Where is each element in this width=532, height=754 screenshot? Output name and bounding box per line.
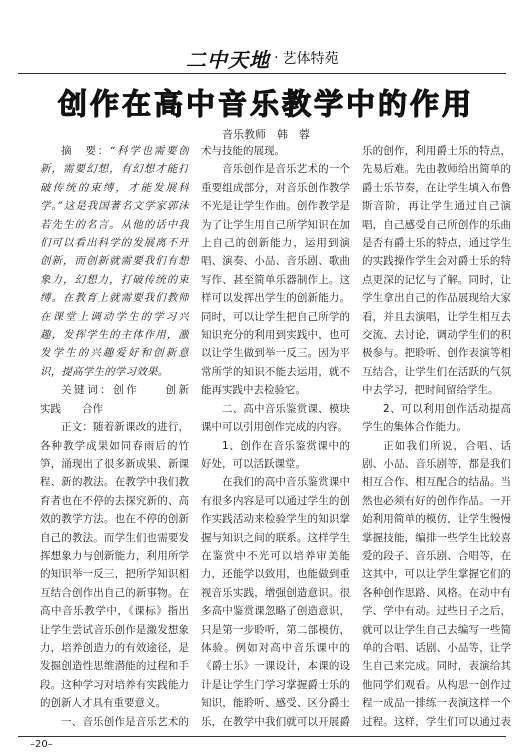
keywords: [40, 381, 189, 418]
body-paragraph: 正如我们所说，合唱、话剧、小品、音乐剧等，都是我们相互合作、相互配合的结晶。当然也必须有好的创作作品。一开始利用简单的模仿，让学生慢慢掌握技能，编排一些学生比较喜爱的段子、音乐剧、合唱等，在这其中，可以让学生掌握它们的各种创作思路、风格。在动中有学、学中有动。过些日子之后，就可以让学生自己去编写一些简单的合唱、话剧、小品等，让学生自己来完成。同时，表演给其他同学们观看。从构思一创作过程一成品一排练一表演这样一个过程。这样，学生们可以通过表: [362, 439, 511, 728]
column-1: [40, 142, 189, 732]
article-title: 创作在高中音乐教学中的作用: [57, 87, 474, 121]
abstract-label: 摘 要：: [61, 145, 110, 157]
subsection-heading-2: 2、可以利用创作活动提高学生的集体合作能力。: [362, 402, 511, 434]
footer-rule: [18, 736, 506, 737]
section-name: 艺体特苑: [282, 51, 339, 67]
subsection-heading-1: 1、创作在音乐鉴赏课中的好处，可以活跃课堂。: [201, 439, 350, 470]
abstract-text: “科学也需要创新，需要幻想，有幻想才能打破传统的束缚，才能发展科学。”这是我国著名文学家郭沫若先生的名言。从他的话中我们可以看出科学的发展离不开创新，而创新就需要我们有想象力，幻想力，打破传统的束缚。在教育上就需要我们教师在课堂上调动学生的学习兴趣，发挥学生的主体作用，激发学生的兴趣爱好和创新意识，提高学生的学习效果。: [40, 145, 189, 378]
body-paragraph: 音乐创作是音乐艺术的一个重要组成部分，对音乐创作教学不光是让学生作曲。创作教学是为了让学生用自己所学知识在加上自己的创新能力，运用到演唱、演奏、小品、音乐剧、歌曲写作、甚至简单乐器制作上。这样可以发挥出学生的创新能力。同时，可以让学生把自己所学的知识充分的利用到实践中，也可以让学生做到举一反三。因为平常所学的知识不能去运用，就不能再实践中去检验它。: [201, 163, 350, 397]
section-heading-1: 一、音乐创作是音乐艺术的: [61, 715, 189, 728]
page-number: –20–: [30, 739, 53, 750]
journal-header: [186, 44, 338, 72]
header-separator: ·: [274, 50, 279, 66]
column-2: [201, 142, 350, 732]
keywords-label: 关键词：: [61, 384, 114, 397]
section-heading-2: 二、高中音乐鉴赏课、模块课中可以引用创作完成的内容。: [201, 402, 350, 434]
article-byline: 音乐教师 韩 蓉: [222, 128, 310, 141]
abstract: [40, 142, 189, 381]
body-paragraph: 乐的创作，利用爵士乐的特点，先易后难。先由教师给出简单的爵士乐节奏，在让学生填入布鲁斯音阶，再让学生通过自己演唱，自己感受自己所创作的乐曲是否有爵士乐的特点，通过学生的实践操作学生会对爵士乐的特点更深的记忆与了解。同时，让学生拿出自己的作品展现给大家看，并且去演唱，让学生相互去交流、去讨论，调动学生们的积极参与。把聆听、创作表演等相互结合，让学生们在活跃的气氛中去学习，把时间留给学生。: [362, 145, 511, 397]
body-paragraph: 在我们的高中音乐鉴赏课中有很多内容是可以通过学生的创作实践活动来检验学生的知识掌握与知识之间的联系。这样学生在鉴赏中不光可以培养审美能力，还能学以致用，也能做到重视音乐实践，增强创造意识。很多高中鉴赏课忽略了创造意识，只是第一步聆听，第二部模仿，体验。例如对高中音乐课中的《爵士乐》一课设计，本课的设计是让学生门学习掌握爵士乐的知识，能聆听、感受、区分爵士乐，在教学中我们就可以开展爵: [201, 476, 350, 728]
body-paragraph: 术与技能的展现。: [201, 145, 285, 157]
keywords-text: 创作 创新 实践 合作: [40, 384, 189, 415]
body-paragraph: 正文：随着新课改的进行，各种教学成果如同春雨后的竹笋，涌现出了很多新成果、新课程、新的教法。在教学中我们教育者也在不停的去探究新的、高效的教学方法。也在不停的创新自己的教法。而学生们也需要发挥想象力与创新能力，利用所学的知识举一反三，把所学知识相互结合创作出自己的新事物。在高中音乐教学中，《课标》指出让学生尝试音乐创作是激发想象力，培养创造力的有效途径，是发掘创造性思维潜能的过程和手段。这种学习对培养有实践能力的创新人才具有重要意义。: [40, 421, 189, 710]
journal-logo: 二中天地: [186, 47, 270, 72]
header-rule: [18, 73, 506, 74]
column-3: [362, 142, 511, 732]
